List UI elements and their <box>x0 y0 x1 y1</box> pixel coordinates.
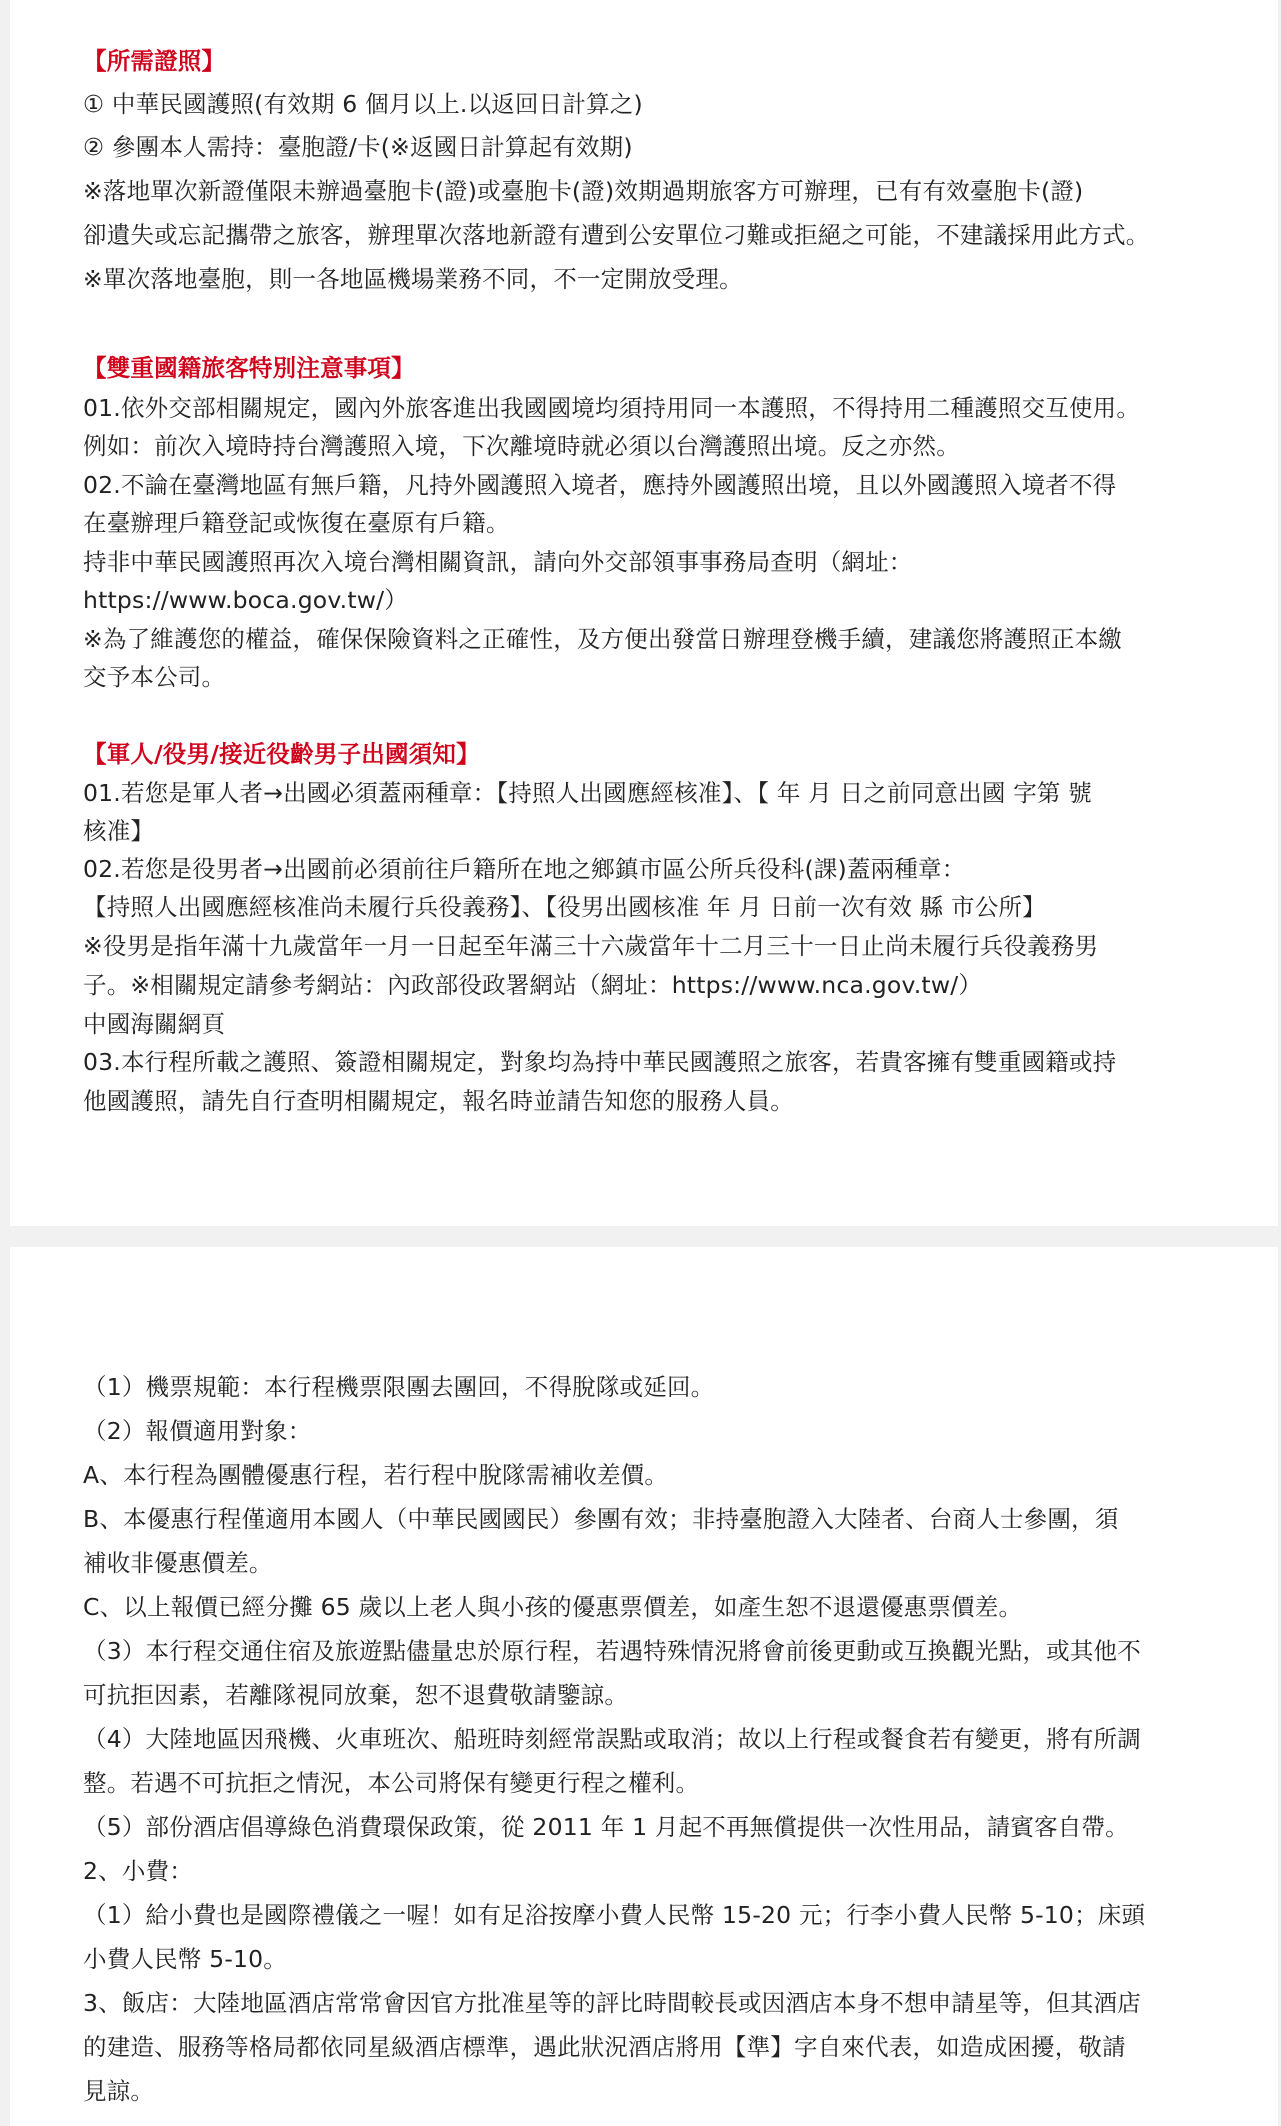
required-documents-line: 卻遺失或忘記攜帶之旅客，辦理單次落地新證有遭到公安單位刁難或拒絕之可能，不建議採用此方式。 <box>83 221 1150 249</box>
dual-nationality-line: 01.依外交部相關規定，國內外旅客進出我國國境均須持用同一本護照，不得持用二種護照交互使用。 <box>83 394 1141 422</box>
dual-nationality-heading: 【雙重國籍旅客特別注意事項】 <box>83 354 415 382</box>
tour-note-line: （2）報價適用對象： <box>83 1417 312 1445</box>
tour-note-line: （1）機票規範：本行程機票限團去團回，不得脫隊或延回。 <box>83 1373 715 1401</box>
dual-nationality-line: 交予本公司。 <box>83 663 226 691</box>
military-notice-line: 【持照人出國應經核准尚未履行兵役義務】、【役男出國核准 年 月 日前一次有效 縣 市公所】 <box>83 893 1046 921</box>
dual-nationality-line: 02.不論在臺灣地區有無戶籍，凡持外國護照入境者，應持外國護照出境，且以外國護照入境者不得 <box>83 471 1117 499</box>
tour-note-line: 見諒。 <box>83 2077 155 2105</box>
tour-note-line: （3）本行程交通住宿及旅遊點儘量忠於原行程，若遇特殊情況將會前後更動或互換觀光點，或其他不 <box>83 1637 1141 1665</box>
military-notice-line: 02.若您是役男者→出國前必須前往戶籍所在地之鄉鎮市區公所兵役科(課)蓋兩種章： <box>83 855 966 883</box>
tour-note-line: A、本行程為團體優惠行程，若行程中脫隊需補收差價。 <box>83 1461 669 1489</box>
tour-note-line: 小費人民幣 5-10。 <box>83 1945 288 1973</box>
nca-website-line[interactable]: 子。※相關規定請參考網站：內政部役政署網站（網址：https://www.nca.gov.tw/） <box>83 971 983 999</box>
dual-nationality-line: ※為了維護您的權益，確保保險資料之正確性，及方便出發當日辦理登機手續，建議您將護照正本繳 <box>83 625 1122 653</box>
required-documents-line: ① 中華民國護照(有效期 6 個月以上.以返回日計算之) <box>83 90 643 118</box>
required-documents-line: ② 參團本人需持：臺胞證/卡(※返國日計算起有效期) <box>83 133 633 161</box>
military-notice-line: 他國護照，請先自行查明相關規定，報名時並請告知您的服務人員。 <box>83 1087 794 1115</box>
required-documents-heading: 【所需證照】 <box>83 47 226 75</box>
military-notice-line: 核准】 <box>83 817 155 845</box>
tour-note-line: 補收非優惠價差。 <box>83 1549 273 1577</box>
tour-note-line: 整。若遇不可抗拒之情況，本公司將保有變更行程之權利。 <box>83 1769 700 1797</box>
boca-website-link[interactable]: https://www.boca.gov.tw/） <box>83 586 408 614</box>
travel-documents-card <box>10 0 1278 1226</box>
dual-nationality-line: 在臺辦理戶籍登記或恢復在臺原有戶籍。 <box>83 509 510 537</box>
tour-note-line: （5）部份酒店倡導綠色消費環保政策，從 2011 年 1 月起不再無償提供一次性用品，請賓客自帶。 <box>83 1813 1129 1841</box>
tour-note-line: 2、小費： <box>83 1857 193 1885</box>
tour-notes-card <box>10 1247 1278 2126</box>
tour-note-line: 可抗拒因素，若離隊視同放棄，恕不退費敬請鑒諒。 <box>83 1681 629 1709</box>
tour-note-line: 3、飯店：大陸地區酒店常常會因官方批准星等的評比時間較長或因酒店本身不想申請星等，但其酒店 <box>83 1989 1141 2017</box>
dual-nationality-line: 例如：前次入境時持台灣護照入境，下次離境時就必須以台灣護照出境。反之亦然。 <box>83 432 960 460</box>
tour-note-line: B、本優惠行程僅適用本國人（中華民國國民）參團有效；非持臺胞證入大陸者、台商人士參團，須 <box>83 1505 1119 1533</box>
tour-note-line: （4）大陸地區因飛機、火車班次、船班時刻經常誤點或取消；故以上行程或餐食若有變更，將有所調 <box>83 1725 1141 1753</box>
tour-note-line: 的建造、服務等格局都依同星級酒店標準，遇此狀況酒店將用【準】字自來代表，如造成困擾，敬請 <box>83 2033 1126 2061</box>
military-notice-line: 01.若您是軍人者→出國必須蓋兩種章：【持照人出國應經核准】、【 年 月 日之前同意出國 字第 號 <box>83 779 1092 807</box>
china-customs-link[interactable]: 中國海關網頁 <box>83 1010 226 1038</box>
dual-nationality-line: 持非中華民國護照再次入境台灣相關資訊，請向外交部領事事務局查明（網址： <box>83 548 913 576</box>
military-notice-line: 03.本行程所載之護照、簽證相關規定，對象均為持中華民國護照之旅客，若貴客擁有雙重國籍或持 <box>83 1048 1117 1076</box>
military-notice-line: ※役男是指年滿十九歲當年一月一日起至年滿三十六歲當年十二月三十一日止尚未履行兵役義務男 <box>83 932 1099 960</box>
tour-note-line: C、以上報價已經分攤 65 歲以上老人與小孩的優惠票價差，如產生恕不退還優惠票價差。 <box>83 1593 1023 1621</box>
required-documents-line: ※單次落地臺胞，則一各地區機場業務不同，不一定開放受理。 <box>83 265 743 293</box>
tour-note-line: （1）給小費也是國際禮儀之一喔！如有足浴按摩小費人民幣 15-20 元；行李小費人民幣 5-10；床頭 <box>83 1901 1146 1929</box>
required-documents-line: ※落地單次新證僅限未辦過臺胞卡(證)或臺胞卡(證)效期過期旅客方可辦理，已有有效臺胞卡(證) <box>83 177 1084 205</box>
military-notice-heading: 【軍人/役男/接近役齡男子出國須知】 <box>83 740 480 768</box>
